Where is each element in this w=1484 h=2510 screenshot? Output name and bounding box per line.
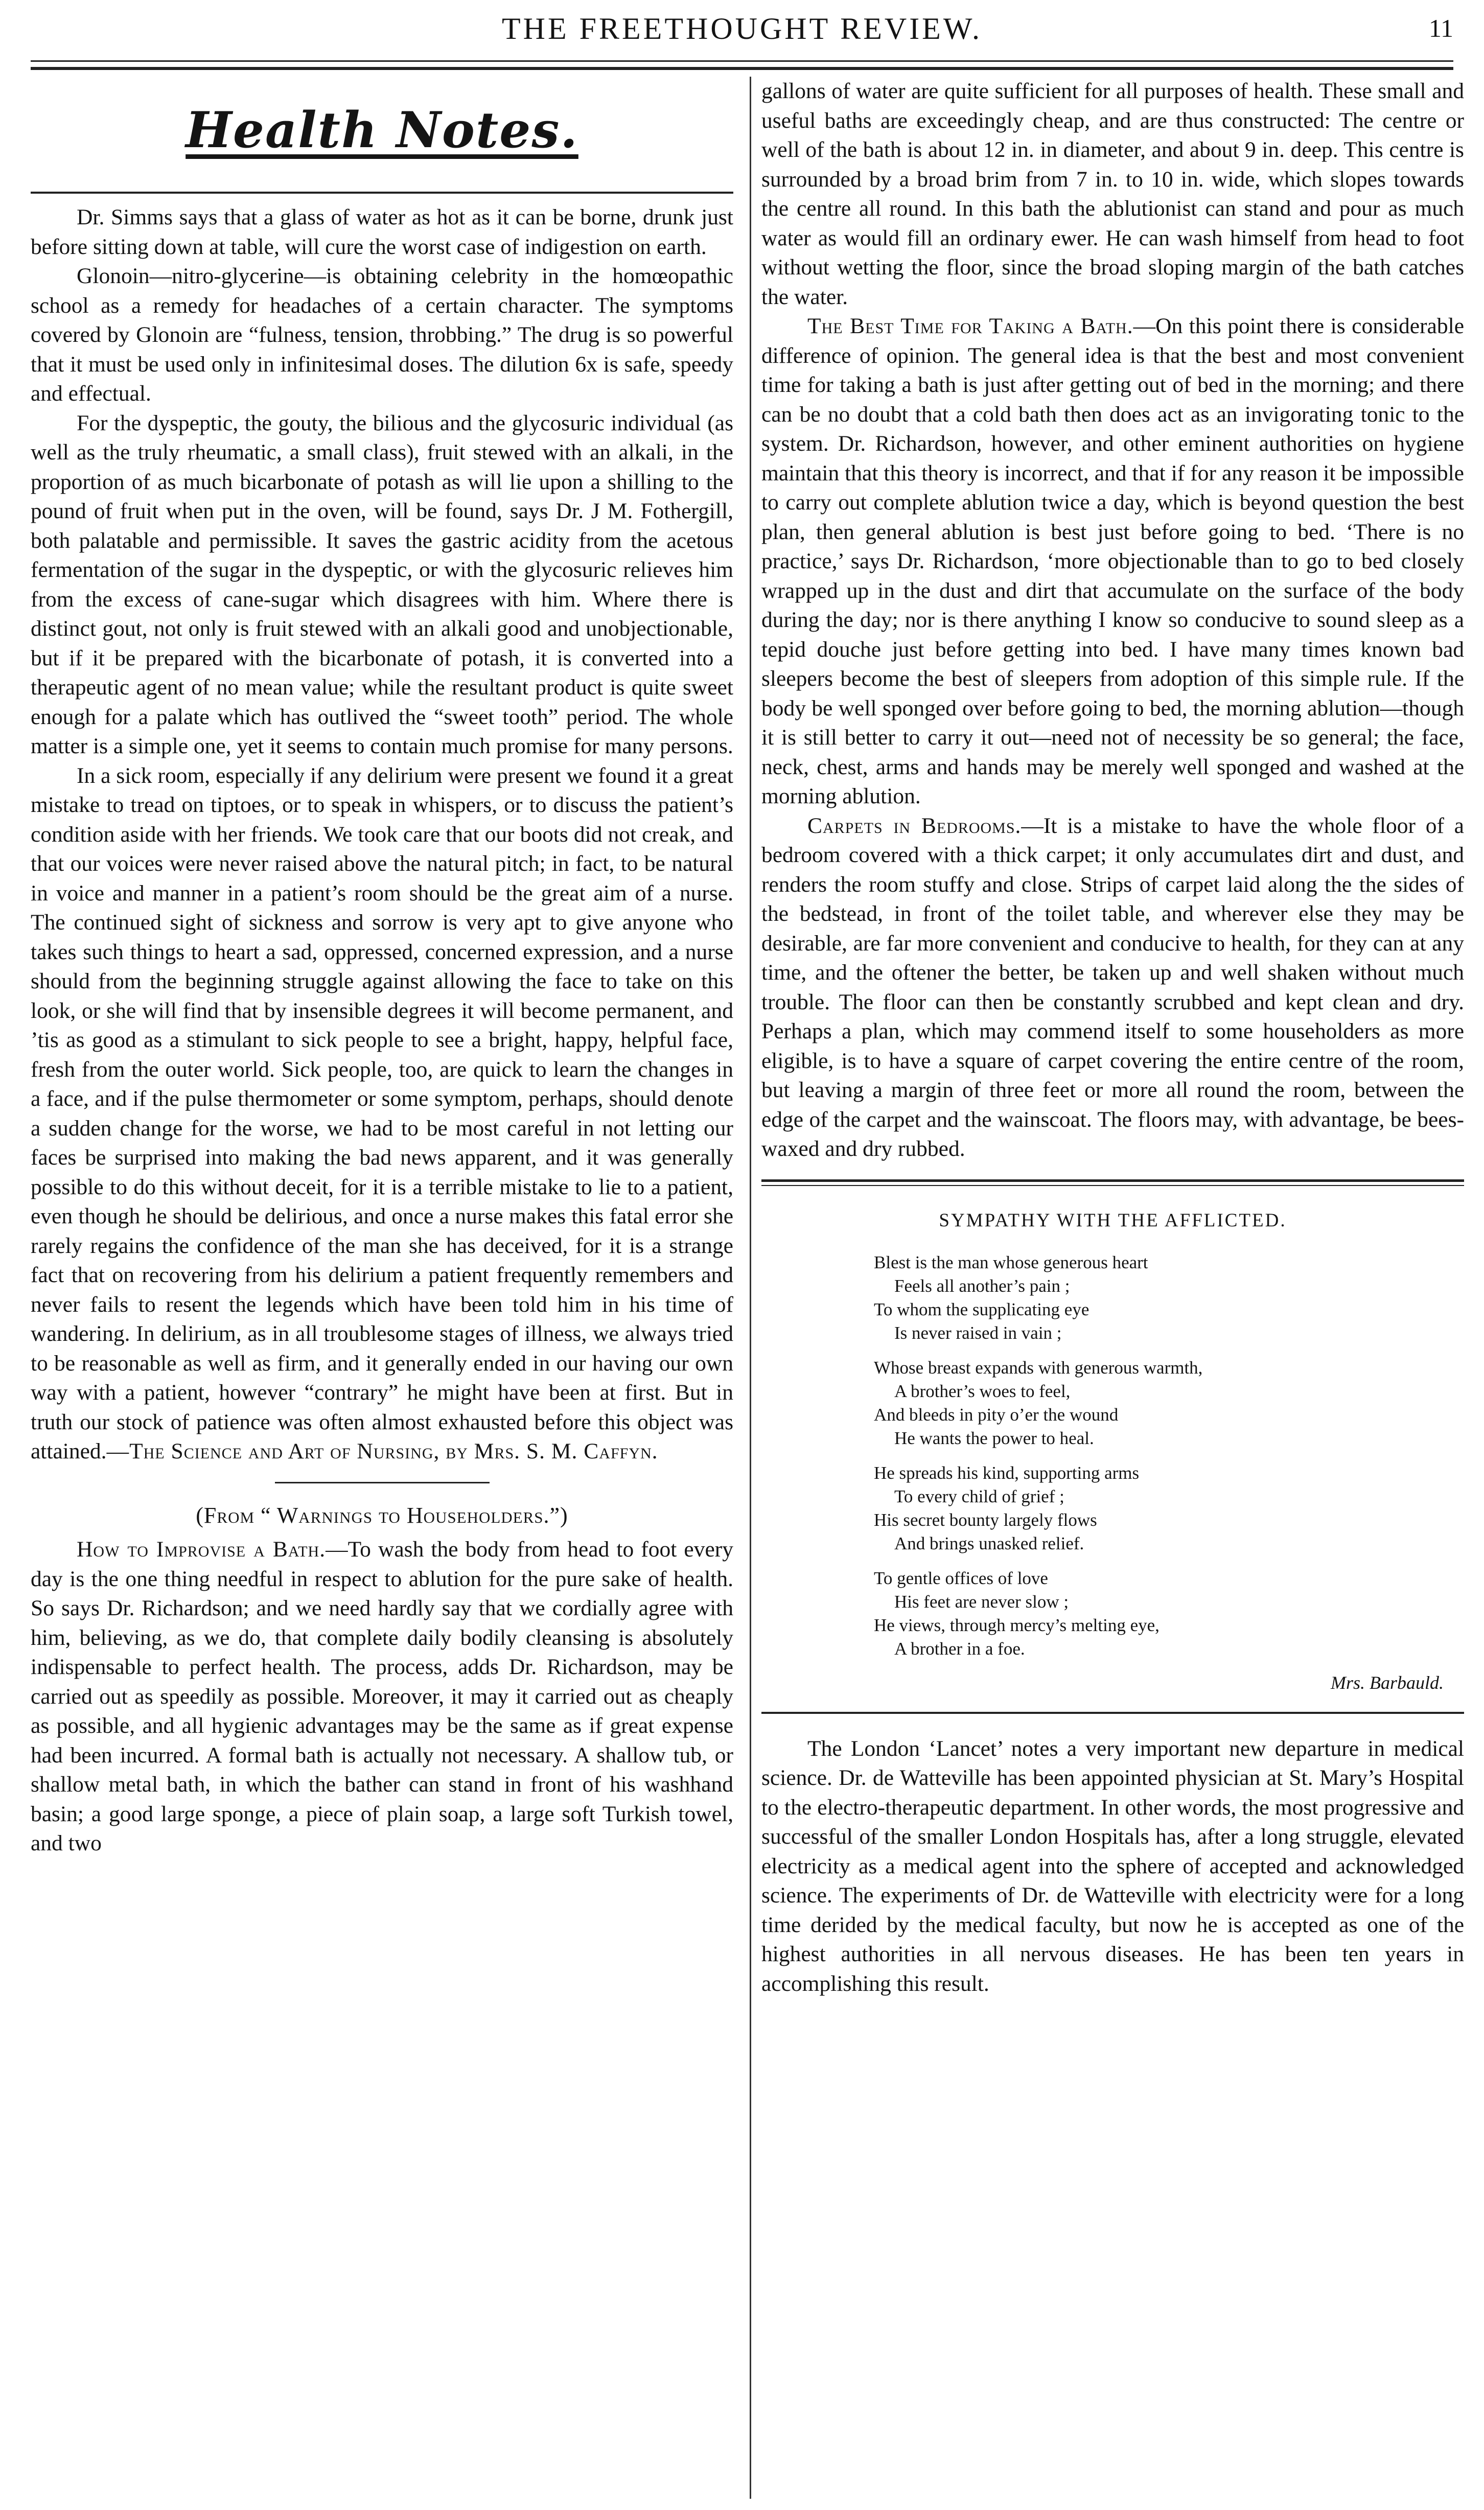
section-heading-health-notes: Health Notes. bbox=[186, 101, 578, 159]
poem-line: Blest is the man whose generous heart bbox=[874, 1252, 1148, 1272]
poem-bottom-rule bbox=[761, 1712, 1464, 1714]
poem-stanza bbox=[874, 1356, 1464, 1450]
page-number: 11 bbox=[1428, 14, 1453, 42]
poem-line: A brother’s woes to feel, bbox=[894, 1381, 1071, 1401]
poem-line: He views, through mercy’s melting eye, bbox=[874, 1615, 1160, 1635]
best-time-body: —On this point there is considerable difference of opinion. The general idea is that the best and most convenient time for taking a bath is just after getting out of bed in the morning; and there can be no doubt that a cold bath then does act as an invigorating tonic to the system. Dr. Richardson, however, and other eminent authorities on hygiene maintain that this theory is incorrect, and that if for any reason it be impossible to carry out complete ablution twice a day, which is beyond question the best plan, then general ablution is best just before going to bed. ‘There is no practice,’ says Dr. Richardson, ‘more objectionable than to go to bed closely wrapped up in the dust and dirt that accumulate on the surface of the body during the day; nor is there anything I know so conducive to sound sleep as a tepid douche just before getting into bed. I have many times known bad sleepers become the best of sleepers from adoption of this simple rule. If the body be well sponged over before going to bed, the morning ablution—though it is still better to carry it out—need not of necessity be so general; the face, neck, chest, arms and hands may be merely well sponged and washed at the morning ablution. bbox=[761, 314, 1464, 808]
carpets-body: —It is a mistake to have the whole floor of a bedroom covered with a thick carpet; it only accumulates dirt and dust, and renders the room stuffy and close. Strips of carpet laid along the the sides of the bedstead, in front of the toilet table, and wherever else they may be desirable, are far more convenient and conducive to health, for they can at any time, and the oftener the better, be taken up and well shaken without much trouble. The floor can then be constantly scrubbed and kept clean and dry. Perhaps a plan, which may commend itself to some householders as more eligible, is to have a square of carpet covering the entire centre of the room, but leaving a margin of three feet or more all round the room, between the edge of the carpet and the wainscoat. The floors may, with advantage, be bees-waxed and dry rubbed. bbox=[761, 813, 1464, 1161]
paragraph-lancet: The London ‘Lancet’ notes a very important new departure in medical science. Dr. de Watteville has been appointed physician at St. Mary’s Hospital to the electro-therapeutic department. In other words, the most progressive and successful of the smaller London Hospitals has, after a long struggle, elevated electricity as a medical agent into the sphere of accepted and acknowledged science. The experiments of Dr. de Watteville with electricity were for a long time derided by the medical faculty, but now he is accepted as one of the highest authorities in all nervous diseases. He has been ten years in accomplishing this result. bbox=[761, 1736, 1464, 1996]
journal-title: THE FREETHOUGHT REVIEW. bbox=[502, 12, 982, 45]
poem-line: To every child of grief ; bbox=[894, 1486, 1064, 1506]
carpets-title: Carpets in Bedrooms. bbox=[807, 813, 1022, 838]
sick-room-text: In a sick room, especially if any delirium were present we found it a great mistake to tread on tiptoes, or to speak in whispers, or to discuss the patient’s condition aside with her friends. We took care that our boots did not creak, and that our voices were never raised above the natural pitch; in fact, to be natural in voice and manner in a patient’s room should be the great aim of a nurse. The continued sight of sickness and sorrow is very apt to give anyone who takes such things to heart a sad, oppressed, concerned expression, and a nurse should from the beginning struggle against allowing the face to take on this look, or she will find that by insensible degrees it will become permanent, and ’tis as good as a stimulant to sick people to see a bright, happy, helpful face, fresh from the outer world. Sick people, too, are quick to learn the changes in a face, and if the pulse thermometer or some symptom, perhaps, should denote a sudden change for the worse, we had to be most careful in not letting our faces be surprised into making the bad news apparent, and it was generally possible to do this without deceit, for it is a terrible mistake to lie to a patient, even though he should be delirious, and once a nurse makes this fatal error she rarely regains the confidence of the man she has deceived, for it is a strange fact that on recovering from his delirium a patient frequently remembers and never fails to resent the legends which have been told him in his time of wandering. In delirium, as in all troublesome stages of illness, we always tried to be reasonable as well as firm, and it generally ended in our having our own way with a patient, however “contrary” he might have been at first. But in truth our stock of patience was often almost exhausted before this object was attained. bbox=[31, 763, 733, 1463]
poem-stanza bbox=[874, 1251, 1464, 1345]
poem-line: And bleeds in pity o’er the wound bbox=[874, 1404, 1119, 1425]
poem-line: To gentle offices of love bbox=[874, 1568, 1048, 1588]
poem-line: He wants the power to heal. bbox=[894, 1428, 1094, 1448]
header-rule bbox=[31, 60, 1453, 70]
best-time-title: The Best Time for Taking a Bath. bbox=[807, 314, 1133, 338]
poem-author: Mrs. Barbauld. bbox=[1330, 1672, 1444, 1693]
page-header bbox=[31, 0, 1453, 59]
poem-top-rule bbox=[761, 1179, 1464, 1186]
poem-title: SYMPATHY WITH THE AFFLICTED. bbox=[939, 1210, 1287, 1231]
poem-line: His secret bounty largely flows bbox=[874, 1509, 1097, 1530]
poem-line: A brother in a foe. bbox=[894, 1638, 1025, 1659]
bath-title: How to Improvise a Bath. bbox=[77, 1537, 326, 1562]
left-column bbox=[31, 77, 733, 2494]
poem-line: To whom the supplicating eye bbox=[874, 1299, 1089, 1319]
poem-line: His feet are never slow ; bbox=[894, 1591, 1069, 1612]
paragraph-hot-water: Dr. Simms says that a glass of water as hot as it can be borne, drunk just before sitting down at table, will cure the worst case of indigestion on earth. bbox=[31, 205, 733, 259]
paragraph-carpets bbox=[761, 811, 1464, 1164]
paragraph-glonoin: Glonoin—nitro-glycerine—is obtaining celebrity in the homœopathic school as a remedy for headaches of a certain character. The symptoms covered by Glonoin are “fulness, tension, throbbing.” The drug is so powerful that it must be used only in infinitesimal doses. The dilution 6x is safe, speedy and effectual. bbox=[31, 264, 733, 406]
poem-stanza bbox=[874, 1567, 1464, 1661]
paragraph-stewed-fruit: For the dyspeptic, the gouty, the bilious and the glycosuric individual (as well as the truly rheumatic, a small class), fruit stewed with an alkali, in the proportion of as much bicarbonate of potash as will lie upon a shilling to the pound of fruit when put in the oven, will be found, says Dr. J M. Fothergill, both palatable and permissible. It saves the gastric acidity from the acetous fermentation of the sugar in the dyspeptic, or with the glycosuric relieves him from the excess of cane-sugar which disagrees with him. Where there is distinct gout, not only is fruit stewed with an alkali good and unobjectionable, but if it be prepared with the bicarbonate of potash, it is converted into a therapeutic agent of no mean value; while the resultant product is quite sweet enough for a palate which has outlived the “sweet tooth” period. The whole matter is a simple one, yet it seems to contain much promise for many persons. bbox=[31, 410, 733, 758]
bath-body-left: —To wash the body from head to foot every day is the one thing needful in respect to ablution for the pure sake of health. So says Dr. Richardson; and we need hardly say that we cordially agree with him, believing, as we do, that complete daily bodily cleansing is absolutely indispensable to perfect health. The process, adds Dr. Richardson, may be carried out as speedily as possible. Moreover, it may it carried out as cheaply as possible, and all hygienic advantages may be the same as if great expense had been incurred. A formal bath is actually not necessary. A shallow tub, or shallow metal bath, in which the bather can stand in front of his washhand basin; a good large sponge, a piece of plain soap, a large soft Turkish towel, and two bbox=[31, 1537, 733, 1855]
paragraph-sick-room bbox=[31, 761, 733, 1467]
heading-rule bbox=[31, 192, 733, 194]
poem-line: Feels all another’s pain ; bbox=[894, 1275, 1070, 1296]
right-column bbox=[761, 77, 1464, 2494]
poem-line: Is never raised in vain ; bbox=[894, 1322, 1062, 1343]
poem-line: He spreads his kind, supporting arms bbox=[874, 1462, 1140, 1483]
warnings-subheading: (From “ Warnings to Householders.”) bbox=[196, 1502, 568, 1528]
poem-line: And brings unasked relief. bbox=[894, 1533, 1084, 1553]
source-credit: —The Science and Art of Nursing, by Mrs. S. M. Caffyn. bbox=[106, 1439, 658, 1463]
paragraph-best-time bbox=[761, 312, 1464, 811]
poem-stanza bbox=[874, 1461, 1464, 1555]
paragraph-bath-continued: gallons of water are quite sufficient for all purposes of health. These small and useful baths are exceedingly cheap, and are thus constructed: The centre or well of the bath is about 12 in. in diameter, and about 9 in. deep. This centre is surrounded by a broad brim from 7 in. to 10 in. wide, which slopes towards the centre all round. In this bath the ablutionist can stand and pour as much water as would fill an ordinary ewer. He can wash himself from head to foot without wetting the floor, since the broad sloping margin of the bath catches the water. bbox=[761, 79, 1464, 309]
paragraph-improvise-bath bbox=[31, 1535, 733, 1858]
column-divider bbox=[750, 77, 751, 2499]
poem-line: Whose breast expands with generous warmth, bbox=[874, 1357, 1203, 1378]
section-separator bbox=[275, 1482, 490, 1483]
